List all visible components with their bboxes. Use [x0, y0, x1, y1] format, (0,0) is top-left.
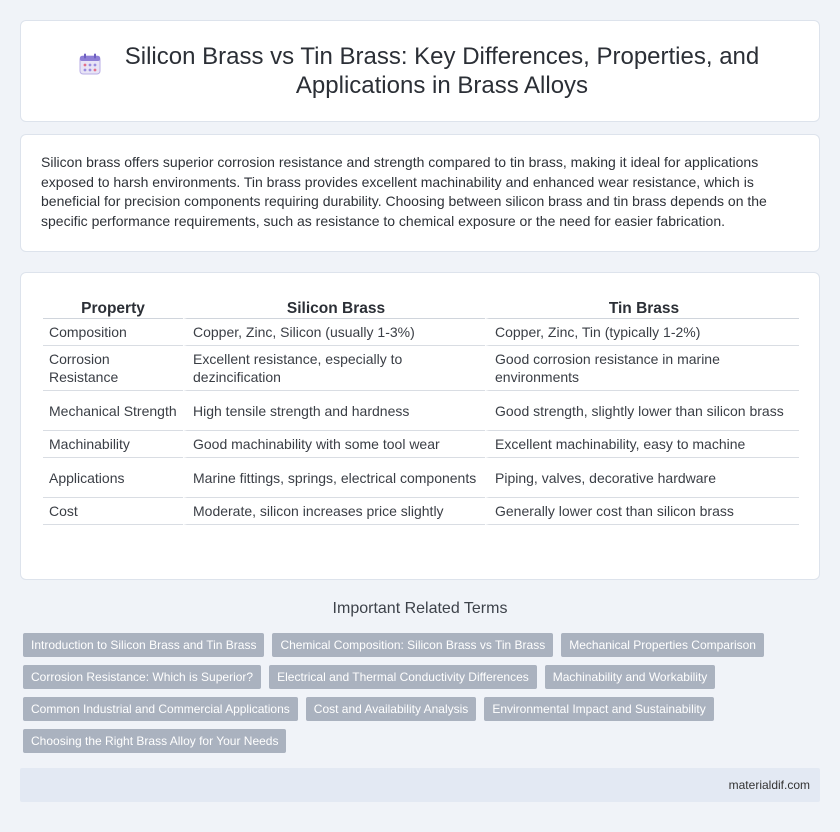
table-row — [43, 391, 799, 431]
related-terms-title: Important Related Terms — [332, 600, 508, 617]
table-cell: Piping, valves, decorative hardware — [485, 458, 799, 498]
table-cell: High tensile strength and hardness — [183, 391, 485, 431]
header-silicon-brass: Silicon Brass — [183, 295, 485, 319]
table-cell: Generally lower cost than silicon brass — [485, 498, 799, 525]
table-cell: Copper, Zinc, Silicon (usually 1-3%) — [183, 319, 485, 346]
related-term-tag[interactable]: Mechanical Properties Comparison — [561, 633, 764, 657]
table-cell: Composition — [43, 319, 183, 346]
table-row — [43, 458, 799, 498]
page-title: Silicon Brass vs Tin Brass: Key Differences, Properties, and Applications in Brass Alloys — [124, 43, 760, 99]
table-cell: Applications — [43, 458, 183, 498]
table-row — [43, 319, 799, 346]
title-wrap — [60, 42, 780, 100]
related-term-tag[interactable]: Chemical Composition: Silicon Brass vs Tin Brass — [272, 633, 553, 657]
footer-site-link[interactable]: materialdif.com — [728, 778, 810, 792]
title-card — [20, 20, 820, 122]
table-cell: Moderate, silicon increases price slightly — [183, 498, 485, 525]
related-term-tag[interactable]: Choosing the Right Brass Alloy for Your Needs — [23, 729, 286, 753]
intro-paragraph: Silicon brass offers superior corrosion resistance and strength compared to tin brass, making it ideal for applications exposed to harsh environments. Tin brass provides excellent machinability and enhanced wear resistance, which is beneficial for precision components requiring durability. Choosing between silicon brass and tin brass depends on the specific performance requirements, such as resistance to chemical exposure or the need for easier fabrication. — [41, 154, 767, 229]
header-tin-brass: Tin Brass — [485, 295, 799, 319]
related-terms-tags — [23, 633, 823, 753]
comparison-table — [43, 295, 799, 525]
table-cell: Copper, Zinc, Tin (typically 1-2%) — [485, 319, 799, 346]
calendar-icon — [78, 52, 102, 76]
table-row — [43, 431, 799, 458]
related-term-tag[interactable]: Common Industrial and Commercial Applications — [23, 697, 298, 721]
table-cell: Good strength, slightly lower than silicon brass — [485, 391, 799, 431]
table-cell: Mechanical Strength — [43, 391, 183, 431]
table-row — [43, 498, 799, 525]
table-cell: Good machinability with some tool wear — [183, 431, 485, 458]
table-cell: Excellent resistance, especially to dezincification — [183, 346, 485, 391]
intro-card — [20, 134, 820, 252]
related-term-tag[interactable]: Introduction to Silicon Brass and Tin Brass — [23, 633, 264, 657]
table-cell: Machinability — [43, 431, 183, 458]
table-cell: Marine fittings, springs, electrical components — [183, 458, 485, 498]
header-property: Property — [43, 295, 183, 319]
table-cell: Good corrosion resistance in marine environments — [485, 346, 799, 391]
related-term-tag[interactable]: Machinability and Workability — [545, 665, 716, 689]
related-term-tag[interactable]: Corrosion Resistance: Which is Superior? — [23, 665, 261, 689]
comparison-table-card — [20, 272, 820, 580]
related-term-tag[interactable]: Cost and Availability Analysis — [306, 697, 477, 721]
related-term-tag[interactable]: Electrical and Thermal Conductivity Differences — [269, 665, 537, 689]
table-cell: Cost — [43, 498, 183, 525]
table-cell: Excellent machinability, easy to machine — [485, 431, 799, 458]
table-header-row — [43, 295, 799, 319]
table-cell: Corrosion Resistance — [43, 346, 183, 391]
footer — [20, 768, 820, 802]
related-term-tag[interactable]: Environmental Impact and Sustainability — [484, 697, 713, 721]
table-row — [43, 346, 799, 391]
